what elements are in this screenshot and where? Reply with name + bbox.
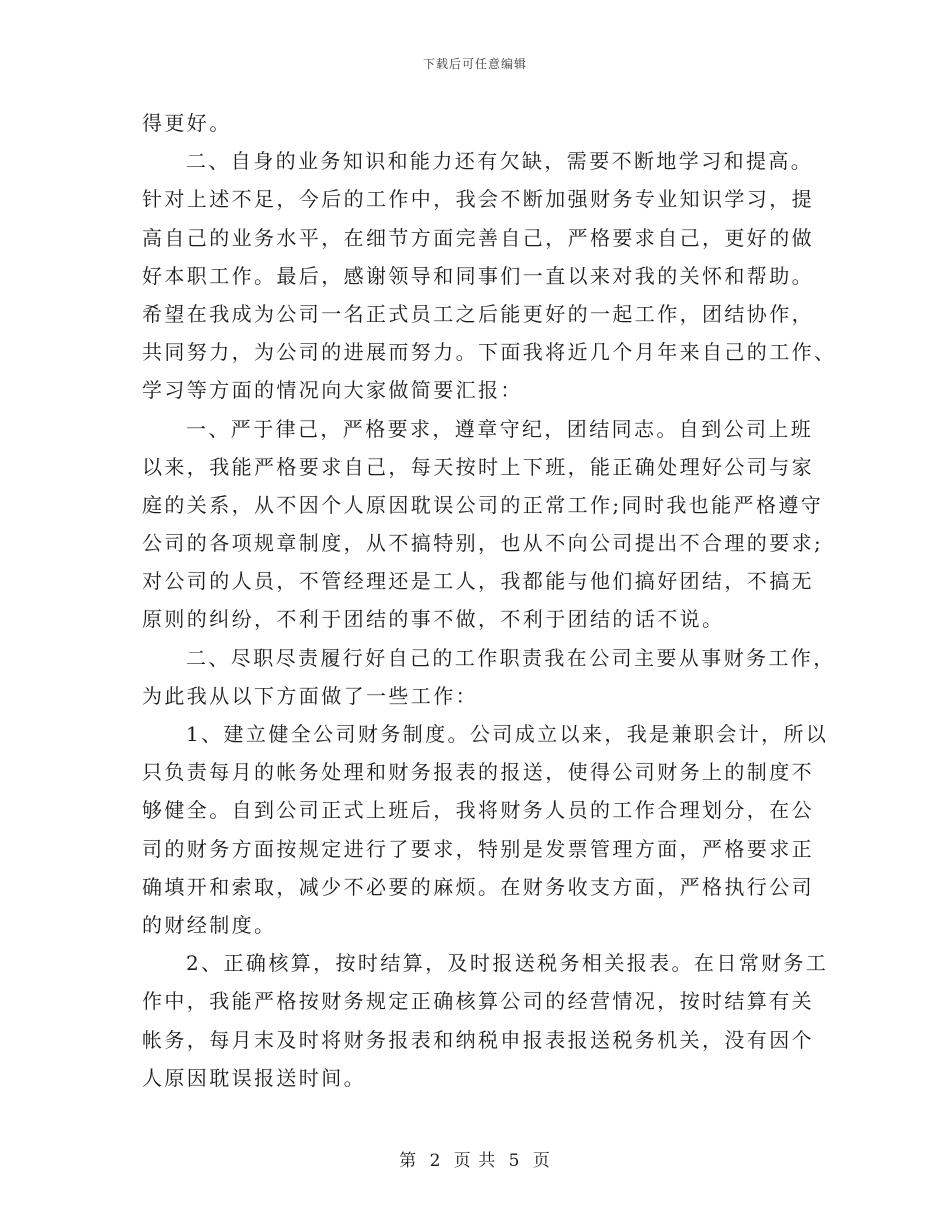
current-page-number: 2 <box>429 1151 442 1171</box>
text-line: 原则的纠纷，不利于团结的事不做，不利于团结的话不说。 <box>142 607 725 632</box>
footer-suffix: 页 <box>532 1151 551 1171</box>
document-body <box>142 104 837 1097</box>
text-line: 共同努力，为公司的进展而努力。下面我将近几个月年来自己的工作、 <box>142 340 837 365</box>
text-line: 2、正确核算，按时结算，及时报送税务相关报表。在日常财务工 <box>186 951 829 976</box>
text-line: 的财经制度。 <box>142 912 277 937</box>
text-line: 针对上述不足，今后的工作中，我会不断加强财务专业知识学习，提 <box>142 187 814 212</box>
text-line: 人原因耽误报送时间。 <box>142 1065 366 1090</box>
text-line: 为此我从以下方面做了一些工作： <box>142 683 478 708</box>
page-header-note: 下载后可任意编辑 <box>422 57 527 71</box>
text-line: 得更好。 <box>142 111 232 135</box>
text-line: 以来，我能严格要求自己，每天按时上下班，能正确处理好公司与家 <box>142 454 814 479</box>
text-line: 公司的各项规章制度，从不搞特别，也从不向公司提出不合理的要求; <box>142 531 824 556</box>
text-line: 庭的关系，从不因个人原因耽误公司的正常工作;同时我也能严格遵守 <box>142 492 824 517</box>
text-line: 对公司的人员，不管经理还是工人，我都能与他们搞好团结，不搞无 <box>142 569 814 594</box>
text-line: 只负责每月的帐务处理和财务报表的报送，使得公司财务上的制度不 <box>142 760 814 785</box>
text-line: 好本职工作。最后，感谢领导和同事们一直以来对我的关怀和帮助。 <box>142 263 814 288</box>
text-line: 学习等方面的情况向大家做简要汇报： <box>142 378 523 403</box>
footer-middle: 页 共 <box>453 1151 497 1171</box>
text-line: 确填开和索取，减少不必要的麻烦。在财务收支方面，严格执行公司 <box>142 874 814 899</box>
page-number-footer <box>0 1146 950 1171</box>
text-line: 希望在我成为公司一名正式员工之后能更好的一起工作，团结协作， <box>142 301 814 326</box>
text-line: 一、严于律己，严格要求，遵章守纪，团结同志。自到公司上班 <box>186 416 814 441</box>
total-page-number: 5 <box>508 1151 521 1171</box>
text-line: 二、自身的业务知识和能力还有欠缺，需要不断地学习和提高。 <box>186 149 814 174</box>
text-line: 帐务，每月末及时将财务报表和纳税申报表报送税务机关，没有因个 <box>142 1027 814 1052</box>
text-line: 司的财务方面按规定进行了要求，特别是发票管理方面，严格要求正 <box>142 836 814 861</box>
text-line: 1、建立健全公司财务制度。公司成立以来，我是兼职会计，所以 <box>186 722 829 746</box>
footer-prefix: 第 <box>399 1151 418 1171</box>
text-line: 作中，我能严格按财务规定正确核算公司的经营情况，按时结算有关 <box>142 989 814 1014</box>
text-line: 够健全。自到公司正式上班后，我将财务人员的工作合理划分，在公 <box>142 798 814 823</box>
text-line: 二、尽职尽责履行好自己的工作职责我在公司主要从事财务工作， <box>186 645 836 670</box>
text-line: 高自己的业务水平，在细节方面完善自己，严格要求自己，更好的做 <box>142 225 814 250</box>
